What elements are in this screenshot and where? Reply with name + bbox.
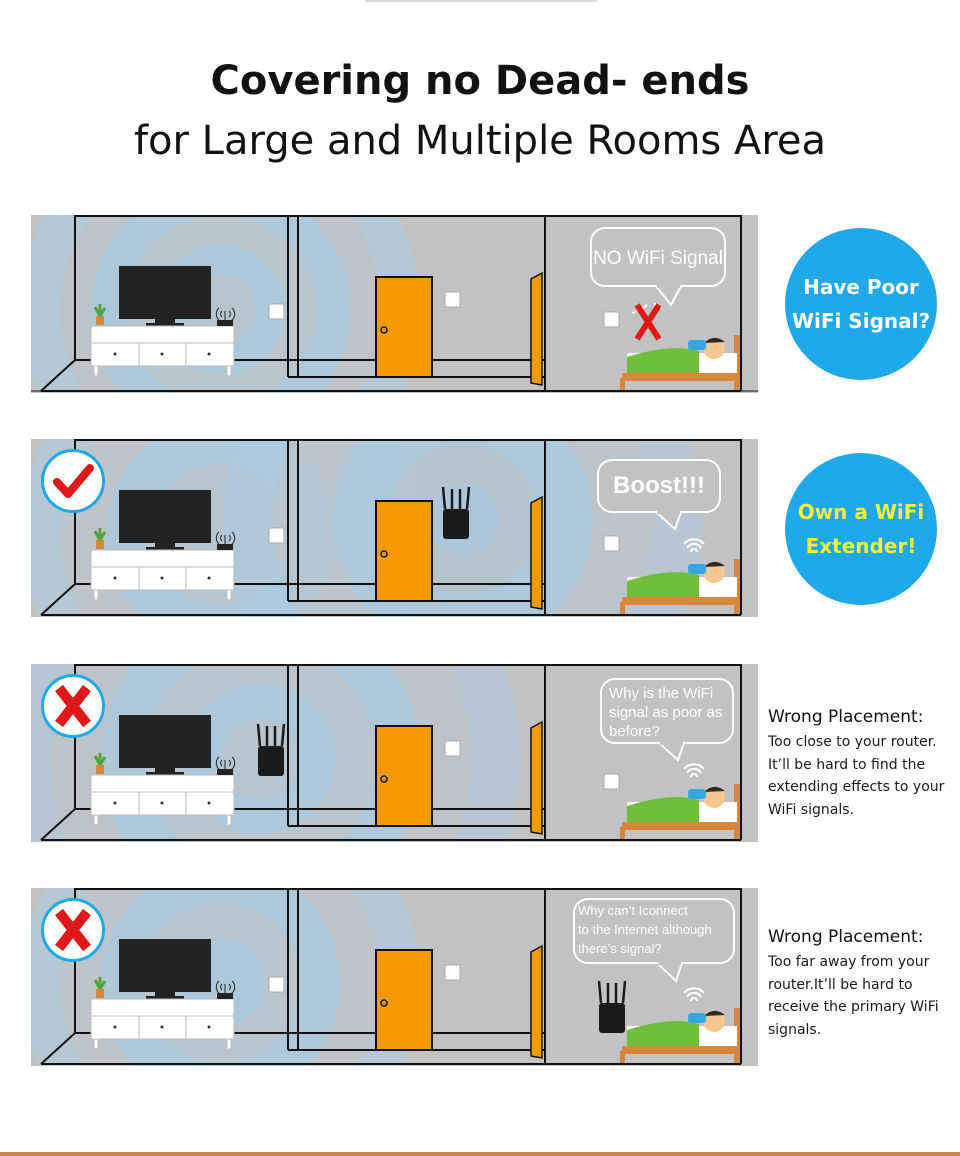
wall-socket-icon bbox=[604, 536, 619, 551]
status-badge bbox=[41, 674, 105, 738]
bubble-line: Own a WiFi bbox=[797, 500, 925, 524]
door-icon bbox=[376, 501, 432, 601]
door-icon bbox=[376, 726, 432, 826]
tv-icon bbox=[119, 715, 211, 775]
speech-text: Why can’t Iconnect to the Internet although there’s signal? bbox=[578, 903, 712, 956]
tv-icon bbox=[119, 490, 211, 550]
wall-socket-icon bbox=[269, 528, 284, 543]
side-note-line: WiFi signals. bbox=[768, 801, 854, 818]
side-note-line: Too close to your router. bbox=[768, 734, 937, 750]
wall-socket-icon bbox=[269, 977, 284, 992]
bubble-line: WiFi Signal? bbox=[791, 309, 931, 333]
status-badge bbox=[41, 449, 105, 513]
door-icon bbox=[376, 277, 432, 377]
room-illustration bbox=[31, 215, 758, 393]
side-note-title: Wrong Placement: bbox=[768, 927, 924, 947]
wall-socket-icon bbox=[445, 292, 460, 307]
side-note bbox=[768, 925, 953, 1041]
door-icon bbox=[531, 722, 542, 834]
answer-bubble bbox=[785, 453, 937, 605]
checkmark-icon bbox=[44, 452, 102, 510]
wall-socket-icon bbox=[445, 741, 460, 756]
scene-too-far bbox=[31, 888, 758, 1066]
status-badge bbox=[41, 898, 105, 962]
tv-icon bbox=[119, 266, 211, 326]
scene-no-signal bbox=[31, 215, 758, 393]
speech-text: Why is the WiFi signal as poor as before? bbox=[609, 685, 723, 740]
side-note-line: signals. bbox=[768, 1021, 822, 1038]
page-title: Covering no Dead- ends bbox=[210, 58, 750, 104]
speech-text: Boost!!! bbox=[613, 472, 705, 499]
page-subtitle: for Large and Multiple Rooms Area bbox=[133, 118, 827, 164]
cross-icon bbox=[44, 677, 102, 735]
top-divider bbox=[365, 0, 597, 2]
bubble-line: Extender! bbox=[805, 534, 917, 558]
bubble-line: Have Poor bbox=[803, 275, 919, 299]
cross-icon bbox=[44, 901, 102, 959]
bottom-divider bbox=[0, 1152, 960, 1156]
question-bubble bbox=[785, 228, 937, 380]
room-illustration bbox=[31, 664, 758, 842]
tv-icon bbox=[119, 939, 211, 999]
side-note-line: It’ll be hard to find the bbox=[768, 756, 926, 773]
wall-socket-icon bbox=[604, 774, 619, 789]
side-note-line: router.It’ll be hard to bbox=[768, 976, 913, 993]
scene-extender-boost bbox=[31, 439, 758, 617]
scene-too-close bbox=[31, 664, 758, 842]
door-icon bbox=[531, 946, 542, 1058]
speech-text: NO WiFi Signal bbox=[593, 248, 723, 269]
side-note bbox=[768, 705, 953, 821]
room-illustration bbox=[31, 888, 758, 1066]
side-note-line: Too far away from your bbox=[768, 954, 930, 970]
side-note-line: receive the primary WiFi bbox=[768, 999, 939, 1015]
wall-socket-icon bbox=[445, 965, 460, 980]
side-note-title: Wrong Placement: bbox=[768, 707, 924, 727]
wall-socket-icon bbox=[604, 312, 619, 327]
wall-socket-icon bbox=[269, 304, 284, 319]
door-icon bbox=[376, 950, 432, 1050]
room-illustration bbox=[31, 439, 758, 617]
side-note-line: extending effects to your bbox=[768, 779, 945, 795]
door-icon bbox=[531, 497, 542, 609]
door-icon bbox=[531, 273, 542, 385]
